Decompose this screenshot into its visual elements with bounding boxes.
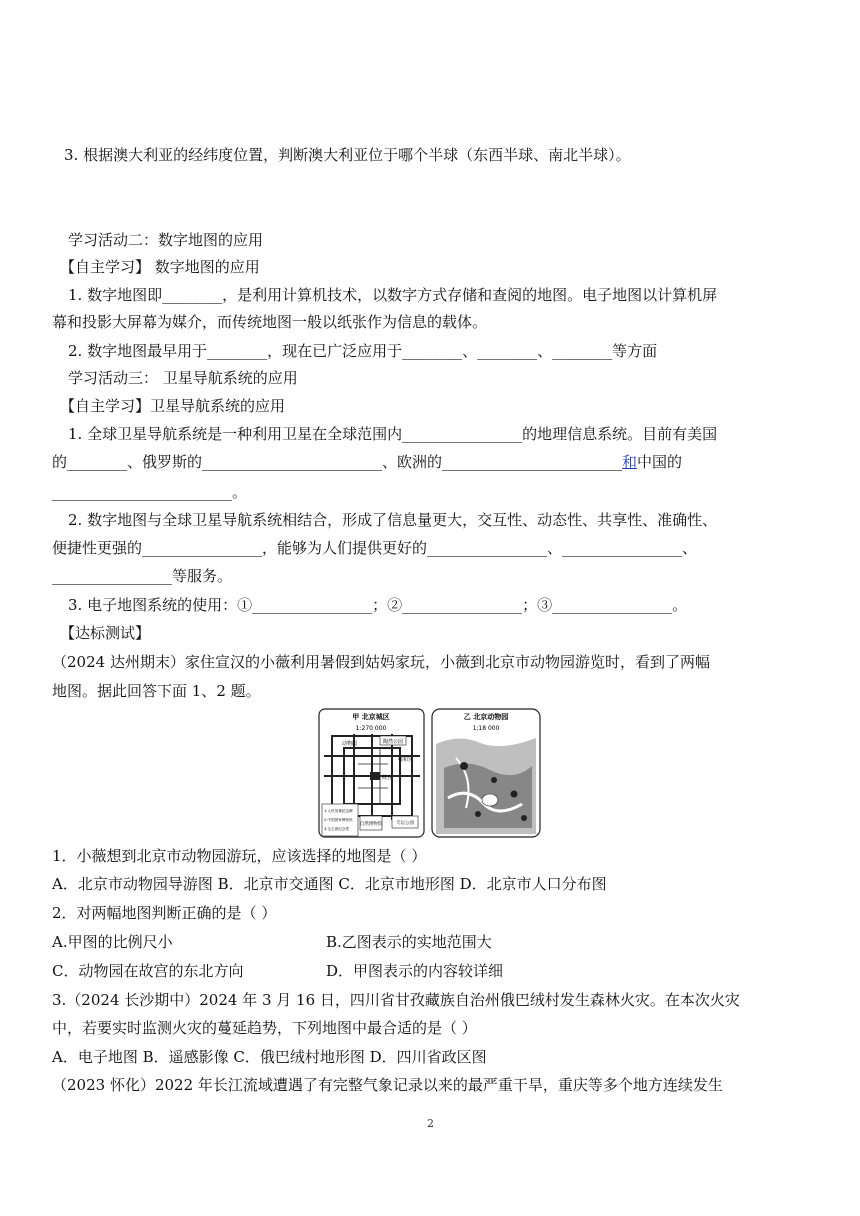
activity-3-item-3: 3. 电子地图系统的使用：①________________；②________________；③________________。 (68, 596, 688, 614)
question-3-line-2: 中，若要实时监测火灾的蔓延趋势，下列地图中最合适的是（ ） (52, 1019, 477, 1037)
activity-3-item-1-line-2-text-a: 的________、俄罗斯的________________________、欧洲的________________________ (52, 453, 623, 471)
activity-2-item-1-line-1: 1. 数字地图即________，是利用计算机技术，以数字方式存储和查阅的地图。电子地图以计算机屏 (68, 286, 718, 304)
and-link[interactable]: 和 (622, 453, 638, 471)
question-3-line-1: 3.（2024 长沙期中）2024 年 3 月 16 日，四川省甘孜藏族自治州俄巴绒村发生森林火灾。在本次火灾 (52, 991, 740, 1009)
map-left-label-zoo: 动物园 (342, 741, 358, 747)
map-left-legend-3: 3.毛主席纪念堂 (324, 827, 349, 831)
question-3-intro: 3. 根据澳大利亚的经纬度位置，判断澳大利亚位于哪个半球（东西半球、南北半球）。 (64, 146, 631, 164)
activity-2-item-1-line-2: 幕和投影大屏幕为媒介，而传统地图一般以纸张作为信息的载体。 (52, 313, 488, 331)
activity-3-item-2-line-2: 便捷性更强的________________，能够为人们提供更好的________________、________________、 (52, 539, 698, 557)
map-right-title: 乙 北京动物园 (463, 713, 509, 721)
test-heading: 【达标测试】 (60, 624, 151, 642)
question-3-options: A．电子地图 B．遥感影像 C．俄巴绒村地形图 D．四川省政区图 (52, 1048, 487, 1066)
map-figure-svg (318, 708, 542, 840)
map-left-title: 甲 北京城区 (352, 713, 390, 721)
map-left-label-palace: 故宫 (382, 775, 393, 781)
activity-3-item-1-line-1: 1. 全球卫星导航系统是一种利用卫星在全球范围内________________的地理信息系统。目前有美国 (68, 425, 718, 443)
case-2-line-1: （2023 怀化）2022 年长江流域遭遇了有完整气象记录以来的最严重干旱，重庆等多个地方连续发生 (52, 1076, 723, 1094)
map-left-beijing-city (319, 709, 424, 837)
activity-3-title: 学习活动三： 卫星导航系统的应用 (68, 369, 298, 387)
map-left-label-museum: 自然博物馆 (359, 822, 383, 827)
self-study-heading-3: 【自主学习】卫星导航系统的应用 (60, 397, 286, 415)
map-left-legend-2: 2.中国国家博物馆 (324, 818, 353, 822)
question-2-option-c: C．动物园在故宫的东北方向 (52, 962, 244, 980)
self-study-heading-2: 【自主学习】 数字地图的应用 (60, 258, 260, 276)
question-1: 1．小薇想到北京市动物园游玩，应该选择的地图是（ ） (52, 847, 427, 865)
map-right-beijing-zoo (432, 709, 540, 837)
map-left-label-park: 陶然公园 (382, 739, 404, 745)
question-2-option-b: B.乙图表示的实地范围大 (326, 933, 492, 951)
activity-3-item-1-line-3: ________________________。 (52, 483, 248, 501)
question-1-options: A．北京市动物园导游图 B．北京市交通图 C．北京市地形图 D．北京市人口分布图 (52, 875, 607, 893)
map-left-legend-1: 1.人民英雄纪念碑 (324, 809, 353, 813)
activity-3-item-1-line-2-text-b: 中国的 (637, 453, 683, 471)
question-2-option-a: A.甲图的比例尺小 (52, 933, 173, 951)
activity-3-item-1-line-2 (52, 451, 682, 473)
activity-2-item-2: 2. 数字地图最早用于________，现在已广泛应用于________、________、________等方面 (68, 342, 658, 360)
question-2-option-d: D．甲图表示的内容较详细 (326, 962, 504, 980)
activity-3-item-2-line-3: ________________等服务。 (52, 567, 233, 585)
map-left-scale: 1:270 000 (355, 725, 387, 732)
map-left-label-temple2: 天坛公园 (396, 821, 414, 826)
activity-2-title: 学习活动二：数字地图的应用 (68, 231, 264, 249)
case-1-line-1: （2024 达州期末）家住宣汉的小薇利用暑假到姑妈家玩，小薇到北京市动物园游览时，看到了两幅 (52, 653, 710, 671)
question-2: 2．对两幅地图判断正确的是（ ） (52, 904, 277, 922)
page-number: 2 (427, 1117, 434, 1130)
map-right-scale: 1:18 000 (472, 725, 500, 732)
map-left-label-temple: 雍和宫 (398, 757, 414, 763)
map-figure (318, 708, 542, 840)
activity-3-item-2-line-1: 2. 数字地图与全球卫星导航系统相结合，形成了信息量更大，交互性、动态性、共享性、准确性、 (68, 511, 718, 529)
case-1-line-2: 地图。据此回答下面 1、2 题。 (52, 682, 261, 700)
